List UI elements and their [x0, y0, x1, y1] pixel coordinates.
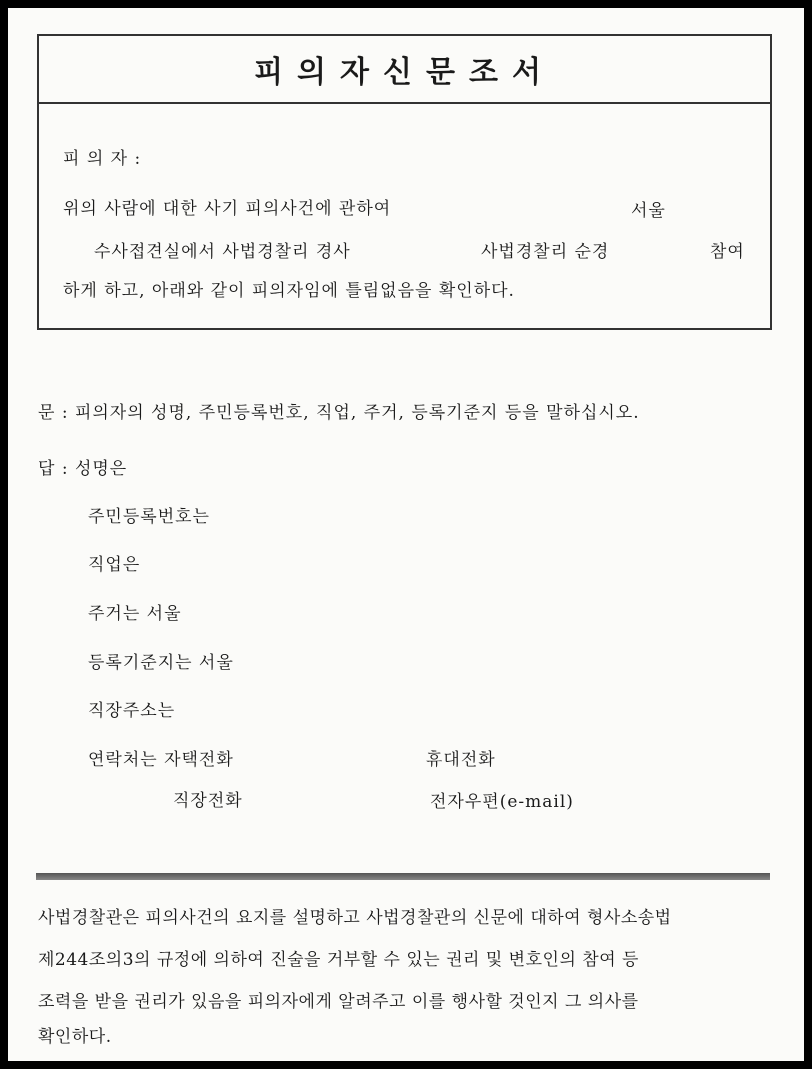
page-title: 피의자신문조서 [254, 55, 555, 90]
answer-resident-number: 주민등록번호는 [88, 507, 210, 527]
header-line-1-place: 서울 [631, 201, 666, 221]
header-line-2a: 수사접견실에서 사법경찰리 경사 [94, 242, 351, 262]
header-line-1: 위의 사람에 대한 사기 피의사건에 관하여 [63, 199, 392, 219]
answer-contact-work: 직장전화 [173, 791, 243, 811]
question-text: 문 : 피의자의 성명, 주민등록번호, 직업, 주거, 등록기준지 등을 말하십시오. [38, 403, 640, 423]
answer-contact-mobile: 휴대전화 [426, 750, 496, 770]
title-bar [39, 36, 770, 104]
section-divider [36, 873, 770, 880]
notice-line-3: 조력을 받을 권리가 있음을 피의자에게 알려주고 이를 행사할 것인지 그 의사를 [38, 992, 639, 1012]
header-line-2b: 사법경찰리 순경 [481, 242, 610, 262]
header-line-2c: 참여 [710, 242, 745, 262]
answer-occupation: 직업은 [88, 555, 141, 575]
notice-line-2: 제244조의3의 규정에 의하여 진술을 거부할 수 있는 권리 및 변호인의 참여 등 [38, 950, 639, 970]
answer-workplace-address: 직장주소는 [88, 701, 176, 721]
answer-residence: 주거는 서울 [88, 604, 182, 624]
answer-contact-email: 전자우편(e-mail) [430, 792, 574, 812]
header-box [37, 34, 772, 330]
document-page [8, 8, 804, 1061]
answer-name: 답 : 성명은 [38, 459, 128, 479]
header-line-3: 하게 하고, 아래와 같이 피의자임에 틀림없음을 확인하다. [63, 281, 515, 301]
notice-line-1: 사법경찰관은 피의사건의 요지를 설명하고 사법경찰관의 신문에 대하여 형사소송법 [38, 908, 672, 928]
answer-registration-base: 등록기준지는 서울 [88, 653, 234, 673]
answer-contact-home: 연락처는 자택전화 [88, 750, 234, 770]
suspect-label: 피 의 자 : [63, 149, 142, 169]
notice-line-4: 확인하다. [38, 1027, 112, 1047]
